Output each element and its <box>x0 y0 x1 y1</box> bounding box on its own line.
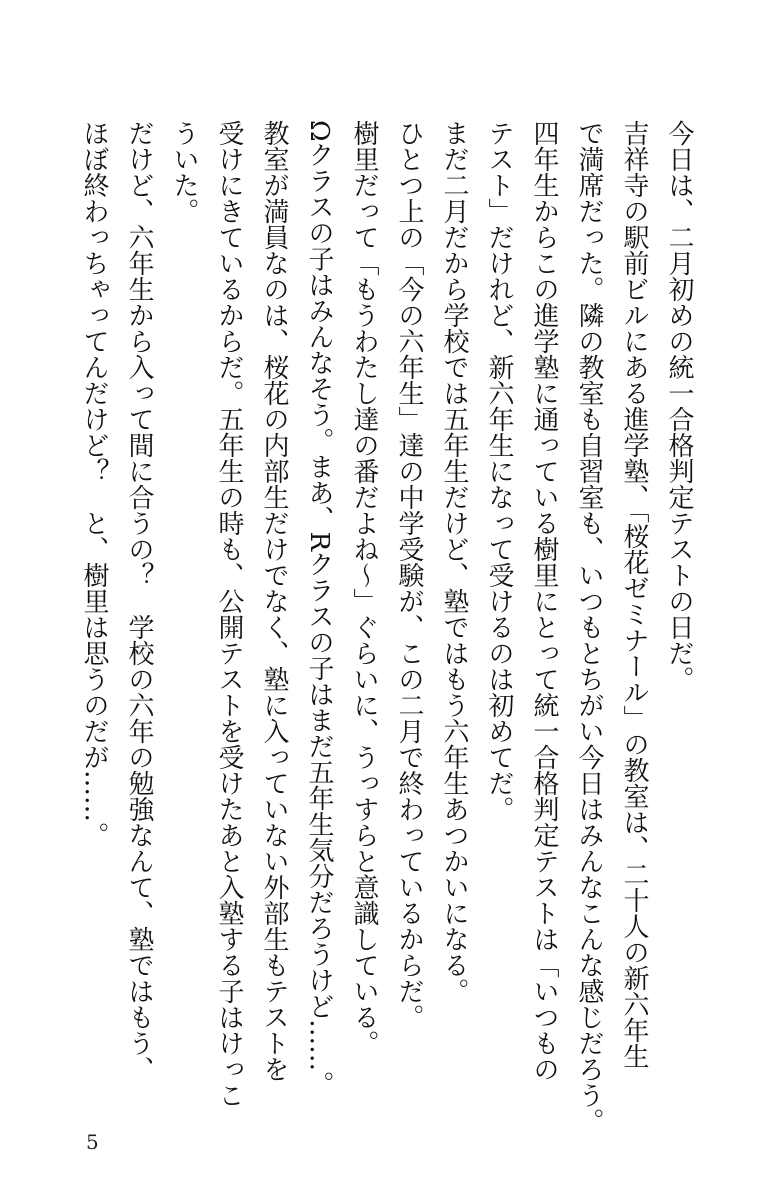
text-line-6: まだ二月だから学校では五年生だけど、塾ではもう六年生あつかいになる。 <box>439 120 469 1004</box>
text-line-8: 樹里だって「もうわたし達の番だよね〜」ぐらいに、うっすらと意識している。 <box>349 120 379 1056</box>
text-line-14: ほぼ終わっちゃってんだけど？ と、樹里は思うのだが……。 <box>79 120 109 848</box>
text-line-2: 吉祥寺の駅前ビルにある進学塾、「桜花ゼミナール」の教室は、二十人の新六年生 <box>619 120 649 1069</box>
page-number: 5 <box>86 1130 99 1154</box>
text-line-3: で満席だった。隣の教室も自習室も、いつもとちがい今日はみんなこんな感じだろう。 <box>574 120 604 1134</box>
text-line-5: テスト」だけれど、新六年生になって受けるのは初めてだ。 <box>484 120 514 822</box>
text-line-4: 四年生からこの進学塾に通っている樹里にとって統一合格判定テストは「いつもの <box>529 120 559 1082</box>
text-line-7: ひとつ上の「今の六年生」達の中学受験が、この二月で終わっているからだ。 <box>394 120 424 1030</box>
text-line-1: 今日は、二月初めの統一合格判定テストの日だ。 <box>664 120 694 692</box>
text-line-11: 受けにきているからだ。五年生の時も、公開テストを受けたあと入塾する子はけっこ <box>214 120 244 1108</box>
body-text <box>61 120 701 1134</box>
text-line-12: ういた。 <box>169 120 199 224</box>
text-line-10: 教室が満員なのは、桜花の内部生だけでなく、塾に入っていない外部生もテストを <box>259 120 289 1082</box>
text-line-13: だけど、六年生から入って間に合うの？ 学校の六年の勉強なんて、塾ではもう、 <box>124 120 154 1082</box>
text-line-9: Ωクラスの子はみんなそう。まあ、Rクラスの子はまだ五年生気分だろうけど……。 <box>304 120 334 1098</box>
